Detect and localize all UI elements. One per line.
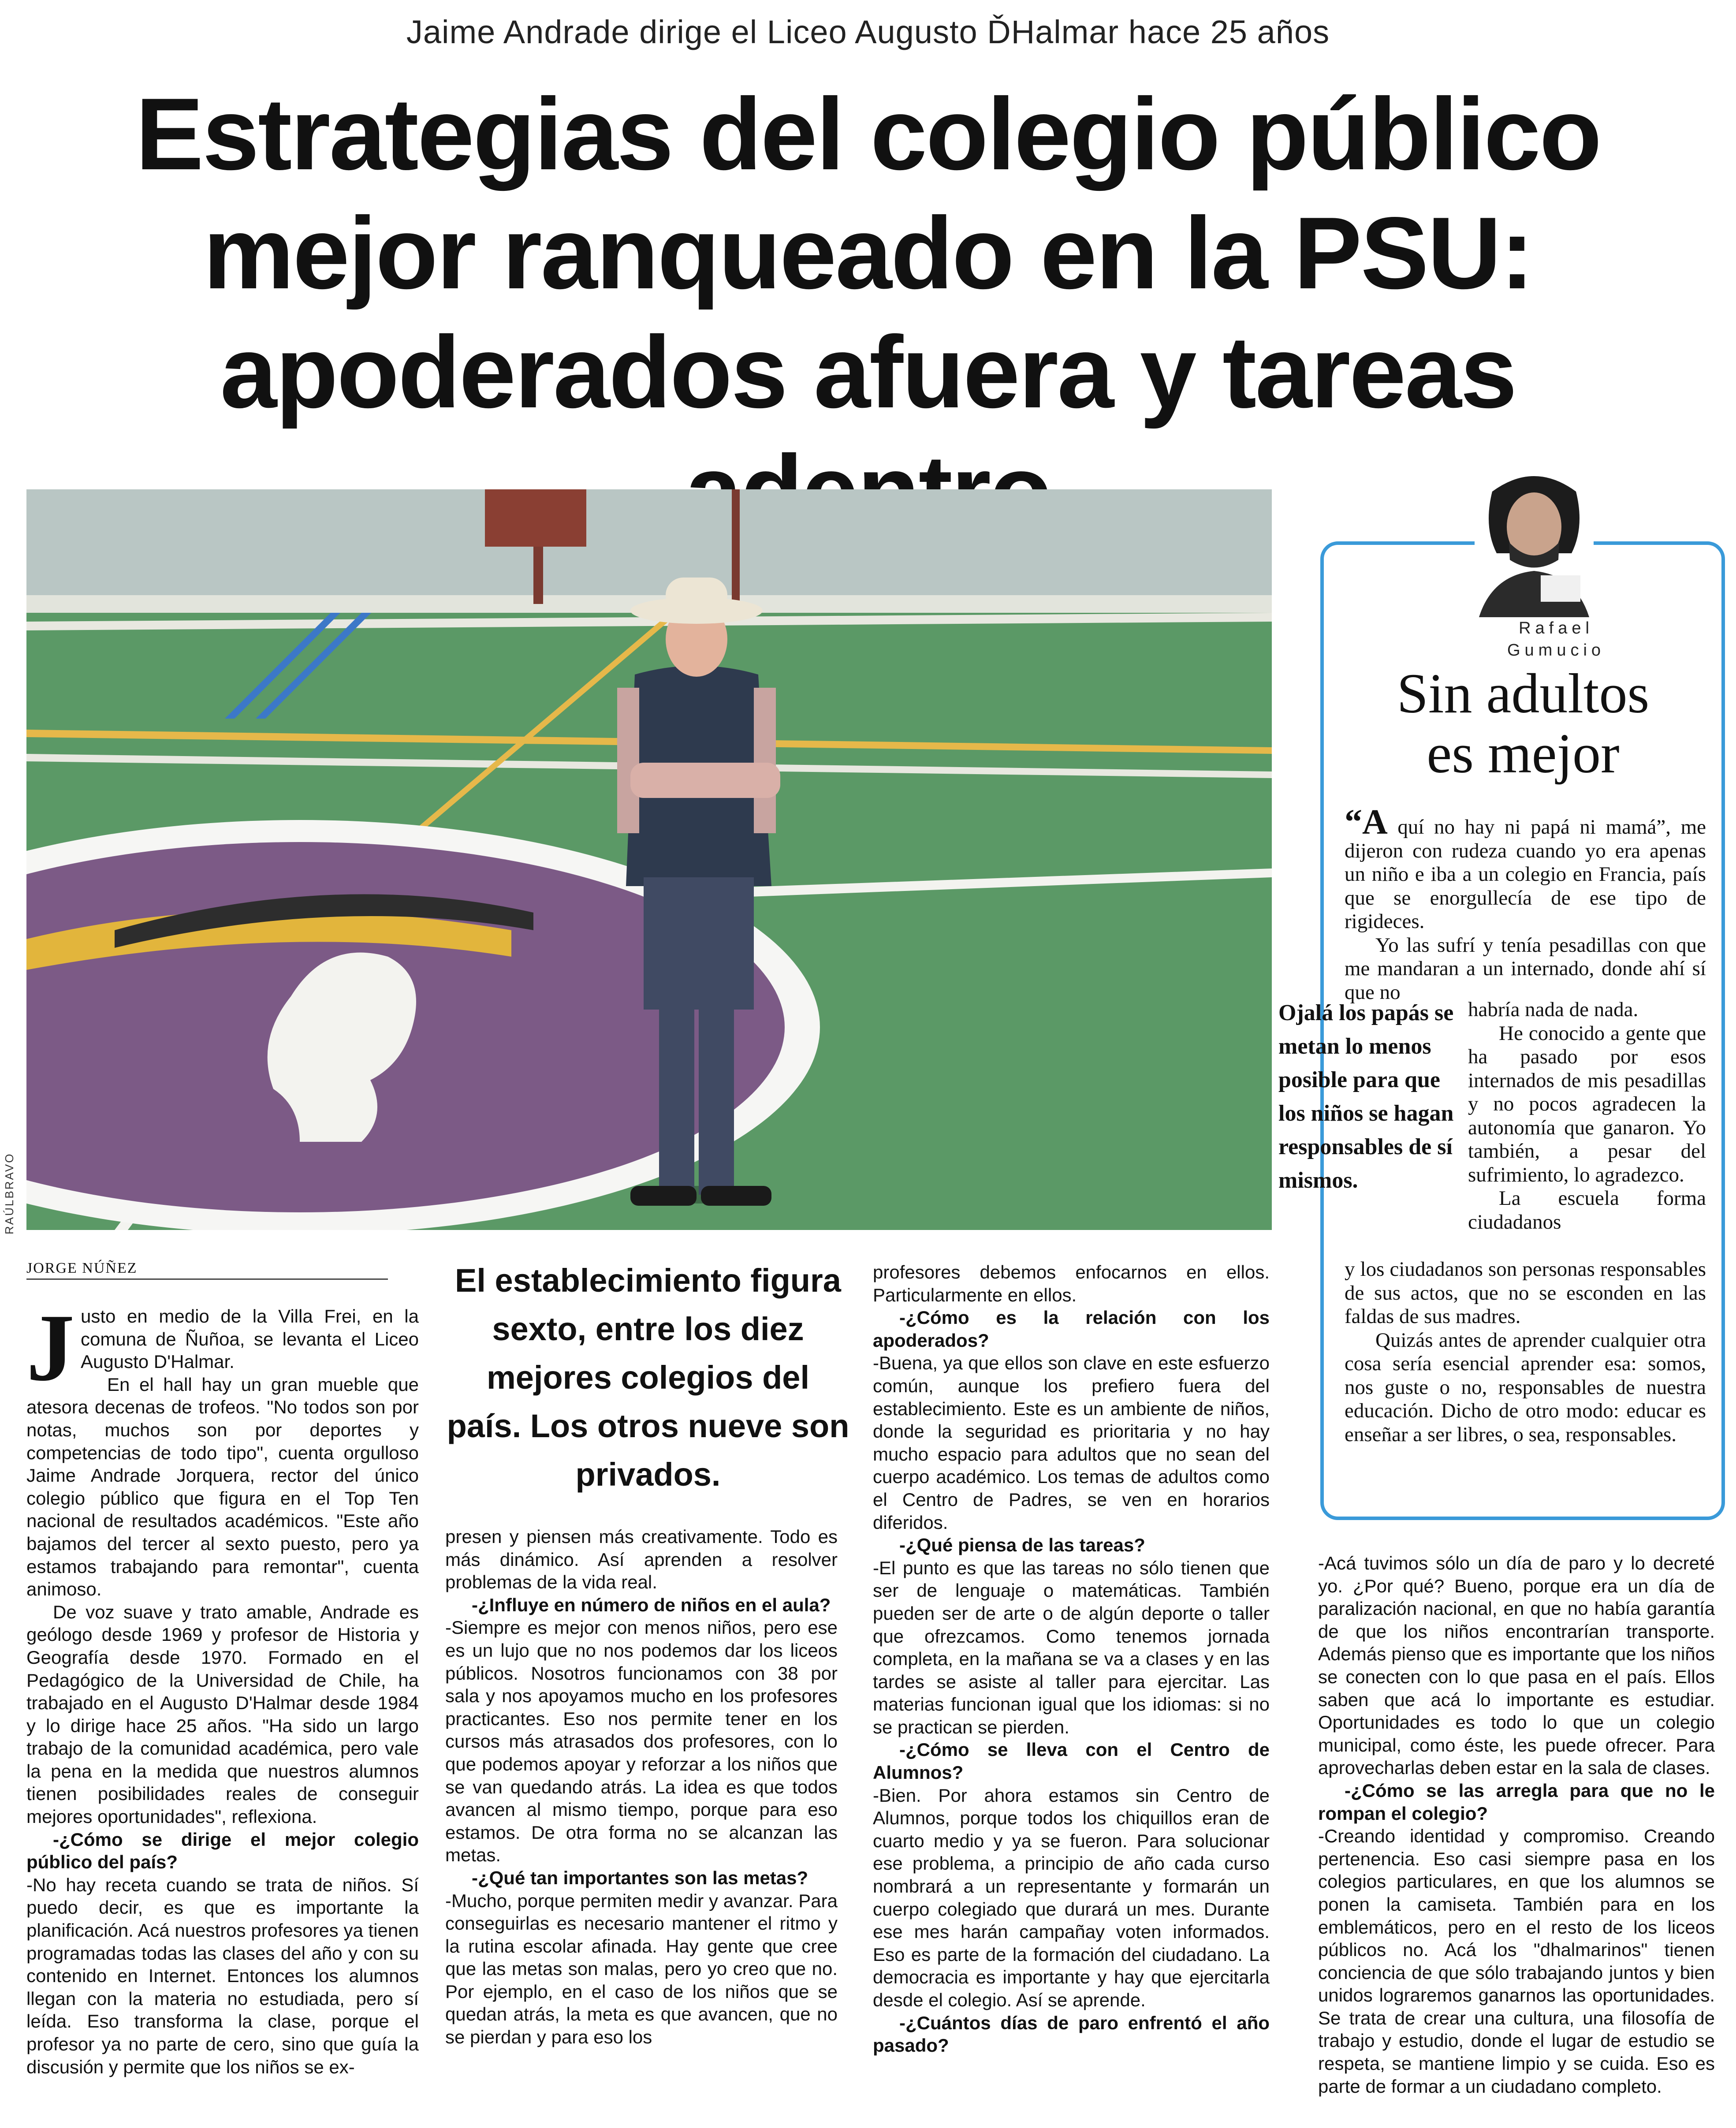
interview-answer: -Creando identidad y compromiso. Creando pertenencia. Eso casi siempre pasa en los colegios particulares, en que los alumnos se ponen la camiseta. También para en los emblemáticos, pero en el resto de los liceos públicos no. Acá los "dhalmarinos" tienen conciencia de que sólo trabajando juntos y bien unidos lograremos ganarnos las oportunidades. Se trata de crear una cultura, una filosofía de trabajo y estudio, donde el lugar de estudio se respeta, se mantiene limpio y se cuida. Eso es parte de formar a un ciudadano completo.	[1318, 1826, 1715, 2097]
photo-credit: RAÚLBRAVO	[3, 1152, 16, 1234]
column-paragraph-3: He conocido a gente que ha pasado por esos internados de mis pesadillas y no pocos agradecen la autonomía que ganaron. Yo también, a pesar del sufrimiento, lo agradezco.	[1468, 1021, 1706, 1186]
interview-question: -¿Cómo se las arregla para que no le rompan el colegio?	[1318, 1780, 1715, 1824]
interview-answer: -Siempre es mejor con menos niños, pero ese es un lujo que no nos podemos dar los liceos públicos. Nosotros funcionamos con 38 por sala y nos apoyamos mucho en los profesores practicantes. Eso nos permite tener en los cursos más atrasados dos profesores, con lo que podemos apoyar y reforzar a los niños que se van quedando atrás. La idea es que todos avancen al mismo tiempo, porque para eso estamos. De otra forma no se alcanzan las metas.	[445, 1617, 838, 1866]
column-text-top	[1345, 803, 1706, 1004]
interview-question: -¿Cómo es la relación con los apoderados?	[873, 1307, 1270, 1351]
paragraph: De voz suave y trato amable, Andrade es geólogo desde 1969 y profesor de Historia y Geografía desde 1970. Formado en el Pedagógico de la Universidad de Chile, ha trabajado en el Augusto D'Halmar desde 1984 y lo dirige hace 25 años. "Ha sido un largo trabajo de la comunidad académica, pero vale la pena en la medida que nuestros alumnos tienen posibilidades reales de conseguir mejores oportunidades", reflexiona.	[26, 1601, 419, 1827]
interview-answer: -Bien. Por ahora estamos sin Centro de Alumnos, porque todos los chiquillos eran de cuarto medio y ya se fueron. Para solucionar ese problema, a principio de año cada curso nombrará a un representante y formarán un cuerpo colegiado que durará un mes. Durante ese mes harán campañay voten informados. Eso es parte de la formación del ciudadano. La democracia es importante y hay que ejercitarla desde el colegio. Así se aprende.	[873, 1785, 1270, 2010]
column-text-middle	[1468, 998, 1706, 1234]
column-text-bottom	[1345, 1258, 1706, 1446]
interview-question: -¿Qué tan importantes son las metas?	[472, 1867, 808, 1888]
interview-question: -¿Cómo se lleva con el Centro de Alumnos?	[873, 1739, 1270, 1783]
paragraph: presen y piensen más creativamente. Todo es más dinámico. Así aprenden a resolver problemas de la vida real.	[445, 1526, 838, 1593]
headline-line-1: Estrategias del colegio público	[135, 77, 1601, 191]
article-column-1	[26, 1295, 419, 2078]
interview-answer: -No hay receta cuando se trata de niños. Sí puedo decir, es que es importante la planificación. Acá nuestros profesores ya tienen programadas todas las clases del año y con su contenido en Internet. Entonces los alumnos llegan con la materia no estudiada, pero sí leída. Eso transforma la clase, porque el profesor ya no parte de cero, sino que guía la discusión y permite que los niños se ex-	[26, 1874, 419, 2077]
column-paragraph-4a: La escuela forma ciudadanos	[1468, 1187, 1706, 1234]
columnist-first-name: Rafael	[1519, 619, 1594, 637]
columnist-name	[1411, 617, 1702, 661]
main-photo	[26, 489, 1272, 1230]
headline	[26, 75, 1710, 551]
drop-cap: J	[26, 1295, 75, 1401]
byline: JORGE NÚÑEZ	[26, 1260, 388, 1280]
kicker: Jaime Andrade dirige el Liceo Augusto ĎHalmar hace 25 años	[406, 14, 1330, 50]
interview-question: -¿Influye en número de niños en el aula?	[472, 1594, 831, 1615]
article-column-3	[873, 1261, 1270, 2057]
columnist-photo	[1475, 465, 1594, 617]
interview-answer: -Acá tuvimos sólo un día de paro y lo decreté yo. ¿Por qué? Bueno, porque era un día de paralización nacional, en que no había garantía de que los niños encontrarían transporte. Además pienso que es importante que los niños se conecten con lo que pasa en el país. Ellos saben que acá lo importante es estudiar. Oportunidades es todo lo que un colegio municipal, como éste, les puede ofrecer. Para aprovecharlas deben estar en la sala de clases.	[1318, 1553, 1715, 1778]
column-paragraph-2a: Yo las sufrí y tenía pesadillas con que me mandaran a un internado, donde ahí sí que no	[1345, 933, 1706, 1004]
article-column-4	[1318, 1552, 1715, 2098]
headline-line-2: mejor ranqueado en la PSU:	[203, 196, 1533, 310]
interview-question: -¿Cuántos días de paro enfrentó el año pasado?	[873, 2012, 1270, 2056]
interview-question: -¿Qué piensa de las tareas?	[899, 1535, 1145, 1556]
column-paragraph-1: “A quí no hay ni papá ni mamá”, me dijeron con rudeza cuando yo era apenas un niño e iba a un colegio en Francia, país que se enorgullecía de ese tipo de rigideces.	[1345, 803, 1706, 933]
column-title-line-2: es mejor	[1427, 722, 1620, 785]
paragraph: profesores debemos enfocarnos en ellos. Particularmente en ellos.	[873, 1262, 1270, 1305]
article-column-2	[445, 1525, 838, 2049]
column-open-quote: “A	[1345, 803, 1388, 842]
columnist-last-name: Gumucio	[1507, 641, 1606, 660]
headline-line-3: apoderados afuera y tareas	[220, 315, 1516, 429]
column-title	[1327, 663, 1719, 783]
pullquote: Ojalá los papás se metan lo menos posible para que los niños se hagan responsables de sí mismos.	[1278, 1000, 1454, 1193]
interview-answer: -El punto es que las tareas no sólo tienen que ser de lenguaje o matemáticas. También pueden ser de arte o de algún deporte o taller que ofrezcamos. Como tenemos jornada completa, en la mañana se va a clases y en las tardes se asiste al taller para ejercitar. Las materias funcionan igual que los idiomas: si no se practican se pierden.	[873, 1557, 1270, 1737]
column-paragraph-4b: y los ciudadanos son personas responsables de sus actos, que no se esconden en las faldas de sus madres.	[1345, 1258, 1706, 1328]
interview-answer: -Buena, ya que ellos son clave en este esfuerzo común, aunque los prefiero fuera del establecimiento. Este es un ambiente de niños, donde la seguridad es prioritaria y no hay mucho espacio para adultos que no sean del cuerpo académico. Los temas de adultos como el Centro de Padres, se ven en horarios diferidos.	[873, 1353, 1270, 1533]
interview-answer: -Mucho, porque permiten medir y avanzar. Para conseguirlas es necesario mantener el ritmo y la rutina escolar afinada. Hay gente que cree que las metas son malas, pero yo creo que no. Por ejemplo, en el caso de los niños que se quedan atrás, la meta es que avancen, que no se pierdan y para eso los	[445, 1890, 838, 2048]
column-paragraph-5: Quizás antes de aprender cualquier otra cosa sería esencial aprender esa: somos, nos guste o no, responsables de nuestra educación. Dicho de otro modo: educar es enseñar a ser libres, o sea, responsables.	[1345, 1328, 1706, 1446]
columnist-portrait	[1475, 465, 1594, 617]
lead-paragraph: Justo en medio de la Villa Frei, en la comuna de Ñuñoa, se levanta el Liceo Augusto D'Halmar.	[26, 1295, 419, 1401]
column-paragraph-2b: habría nada de nada.	[1468, 998, 1639, 1021]
interview-question: -¿Cómo se dirige el mejor colegio público del país?	[26, 1829, 419, 1873]
school-court-illustration	[26, 489, 1272, 1230]
paragraph: En el hall hay un gran mueble que atesora decenas de trofeos. "No todos son por notas, muchos son por deportes y competencias de todo tipo", cuenta orgulloso Jaime Andrade Jorquera, rector del único colegio público que figura en el Top Ten nacional de resultados académicos. "Este año bajamos del tercer al sexto puesto, pero ya estamos trabajando para remontar", cuenta animoso.	[26, 1374, 419, 1600]
highlight-box: El establecimiento figura sexto, entre los diez mejores colegios del país. Los otros nueve son privados.	[447, 1262, 849, 1493]
column-title-line-1: Sin adultos	[1397, 662, 1650, 725]
